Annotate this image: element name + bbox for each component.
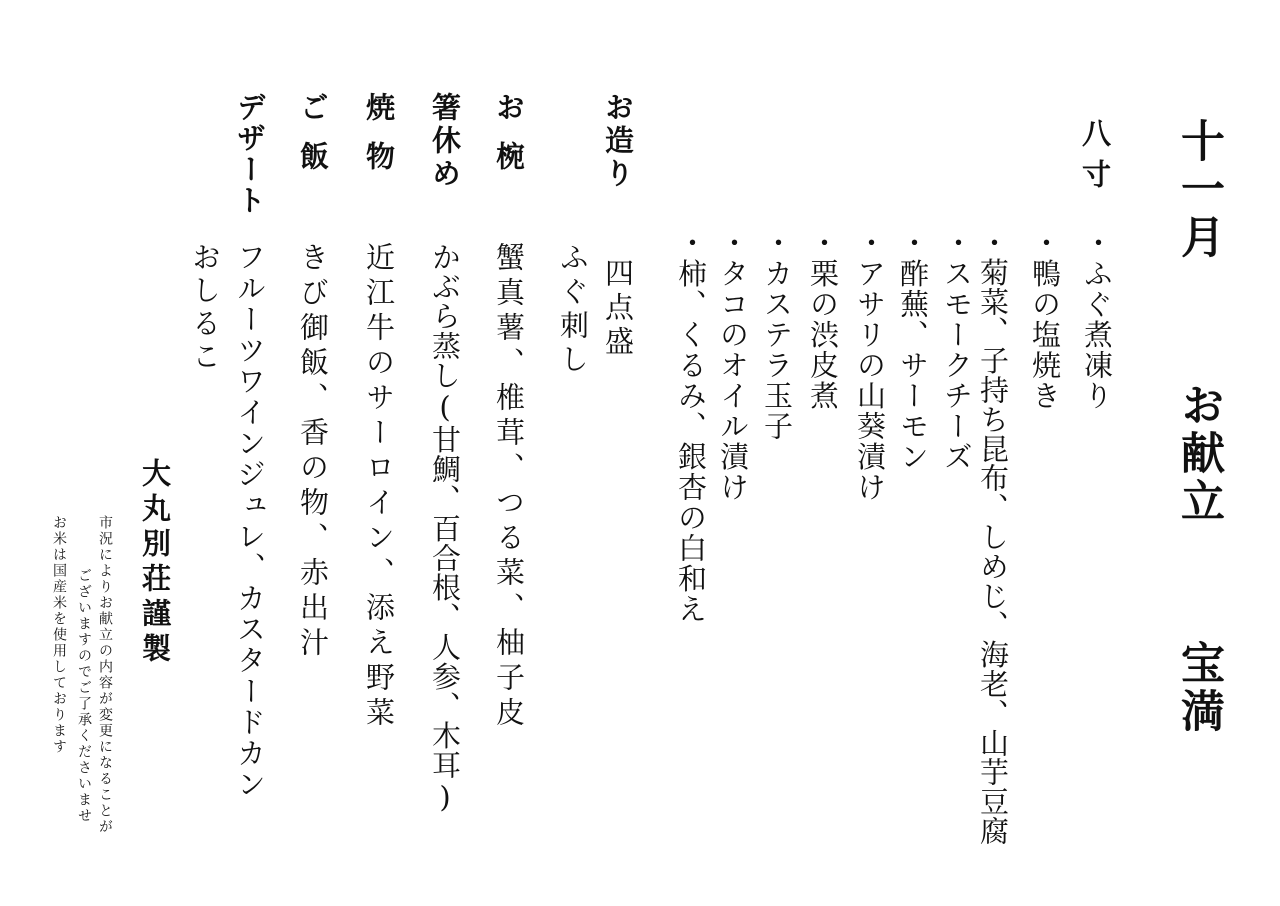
otsukuri-item: 四点盛: [601, 258, 635, 360]
maker-name: 大丸別荘謹製: [138, 458, 172, 668]
hashiyasume-item: かぶら蒸し(甘鯛、百合根、人参、木耳): [428, 242, 462, 815]
hassun-item: ・タコのオイル漬け: [716, 228, 750, 503]
owan-item: 蟹真薯、椎茸、つる菜、柚子皮: [492, 242, 526, 732]
section-heading-otsukuri: お造り: [601, 92, 635, 191]
title-month: 十一月: [1173, 118, 1224, 262]
yakimono-item: 近江牛のサーロイン、添え野菜: [362, 242, 396, 732]
hassun-item: ・カステラ玉子: [760, 228, 794, 442]
note-line: 市況によりお献立の内容が変更になることが: [97, 515, 113, 835]
gohan-item: きび御飯、香の物、赤出汁: [296, 242, 330, 662]
hassun-item: ・アサリの山葵漬け: [853, 228, 887, 503]
section-heading-owan: お椀: [492, 92, 526, 190]
dessert-item: おしるこ: [188, 242, 222, 374]
hassun-item: ・菊菜、子持ち昆布、しめじ、海老、山芋豆腐: [976, 228, 1010, 846]
hassun-item: ・柿、くるみ、銀杏の白和え: [674, 228, 708, 625]
section-heading-gohan: ご飯: [296, 92, 330, 190]
section-heading-hassun: 八寸: [1078, 118, 1112, 200]
hassun-item: ・ふぐ煮凍り: [1080, 228, 1114, 411]
hassun-item: ・鴨の塩焼き: [1028, 228, 1062, 411]
section-heading-hashiyasume: 箸休め: [428, 92, 462, 191]
title-course-name: 宝満: [1173, 640, 1224, 736]
hassun-item: ・酢蕪、サーモン: [896, 228, 930, 472]
section-heading-dessert: デザート: [233, 92, 267, 216]
hassun-item: ・スモークチーズ: [940, 228, 974, 472]
dessert-item: フルーツワインジュレ、カスタードカン: [233, 242, 267, 800]
hassun-item: ・栗の渋皮煮: [806, 228, 840, 411]
otsukuri-item: ふぐ刺し: [556, 242, 590, 378]
note-line: ございますのでご了承くださいませ: [76, 568, 92, 824]
section-heading-yakimono: 焼物: [362, 92, 396, 190]
title-menu-name: お献立: [1173, 382, 1224, 526]
note-line: お米は国産米を使用しております: [51, 515, 67, 755]
